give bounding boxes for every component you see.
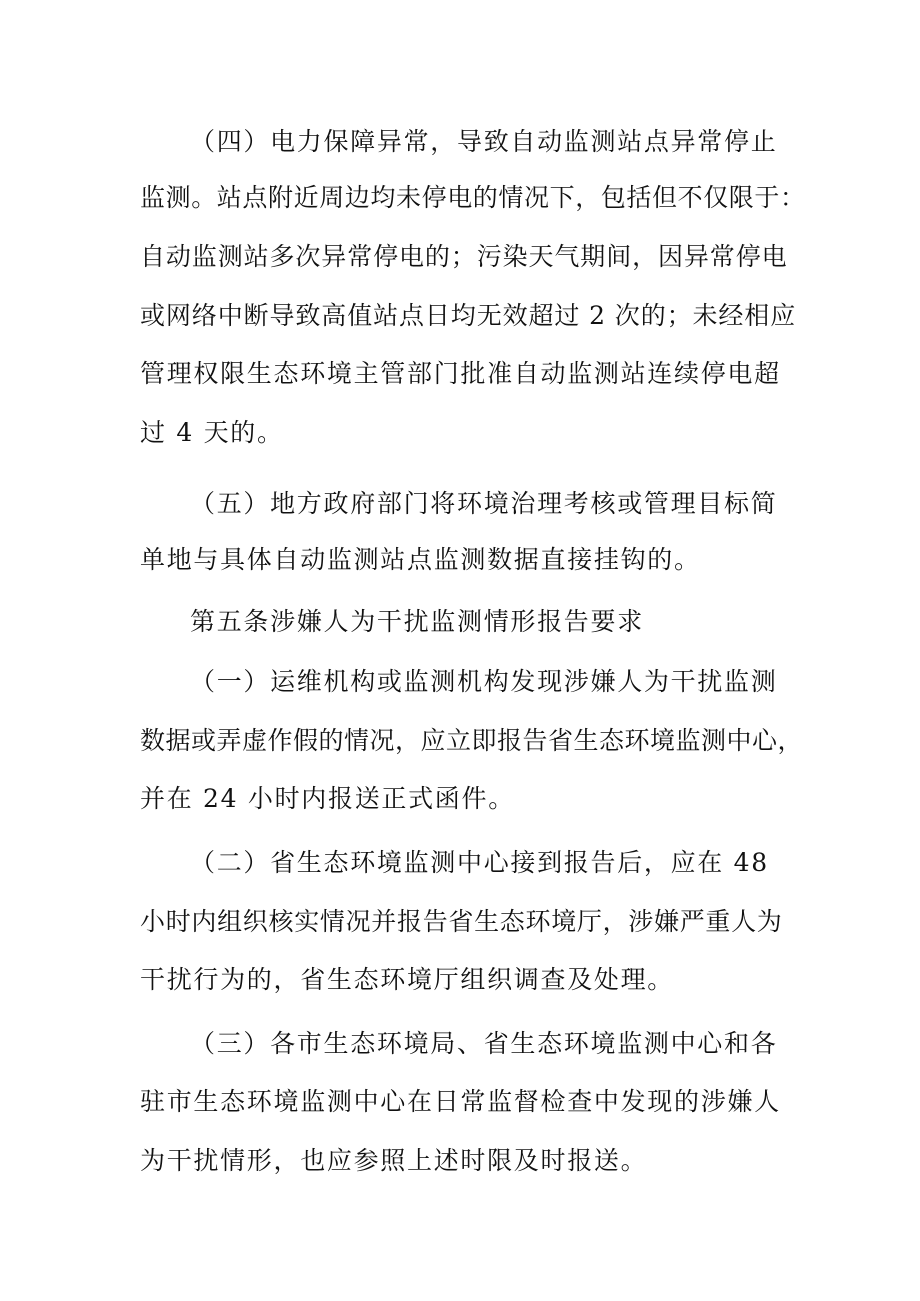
paragraph-5-line-3: 为干扰情形，也应参照上述时限及时报送。 <box>140 1146 648 1175</box>
paragraph-4-line-2: 小时内组织核实情况并报告省生态环境厅，涉嫌严重人为 <box>140 907 783 936</box>
paragraph-3-line-3: 并在 24 小时内报送正式函件。 <box>140 784 515 813</box>
paragraph-1-line-5: 管理权限生态环境主管部门批准自动监测站连续停电超 <box>140 359 781 388</box>
paragraph-1-line-2: 监测。站点附近周边均未停电的情况下，包括但不仅限于： <box>140 183 806 212</box>
paragraph-5-line-2: 驻市生态环境监测中心在日常监督检查中发现的涉嫌人 <box>140 1087 781 1116</box>
paragraph-4-line-3: 干扰行为的，省生态环境厅组织调查及处理。 <box>140 965 675 994</box>
paragraph-1-line-6: 过 4 天的。 <box>140 418 284 447</box>
paragraph-1-line-4: 或网络中断导致高值站点日均无效超过 2 次的；未经相应 <box>140 301 797 330</box>
paragraph-2-line-2: 单地与具体自动监测站点监测数据直接挂钩的。 <box>140 545 701 574</box>
paragraph-3-line-2: 数据或弄虚作假的情况，应立即报告省生态环境监测中心， <box>140 726 804 755</box>
paragraph-1-line-1: （四）电力保障异常，导致自动监测站点异常停止 <box>190 127 778 156</box>
paragraph-5-line-1: （三）各市生态环境局、省生态环境监测中心和各 <box>190 1029 778 1058</box>
paragraph-1-line-3: 自动监测站多次异常停电的；污染天气期间，因异常停电 <box>140 242 788 271</box>
article-heading: 第五条涉嫌人为干扰监测情形报告要求 <box>190 607 644 636</box>
paragraph-4-line-1: （二）省生态环境监测中心接到报告后，应在 48 <box>190 848 769 877</box>
paragraph-2-line-1: （五）地方政府部门将环境治理考核或管理目标简 <box>190 489 778 518</box>
paragraph-3-line-1: （一）运维机构或监测机构发现涉嫌人为干扰监测 <box>190 667 778 696</box>
